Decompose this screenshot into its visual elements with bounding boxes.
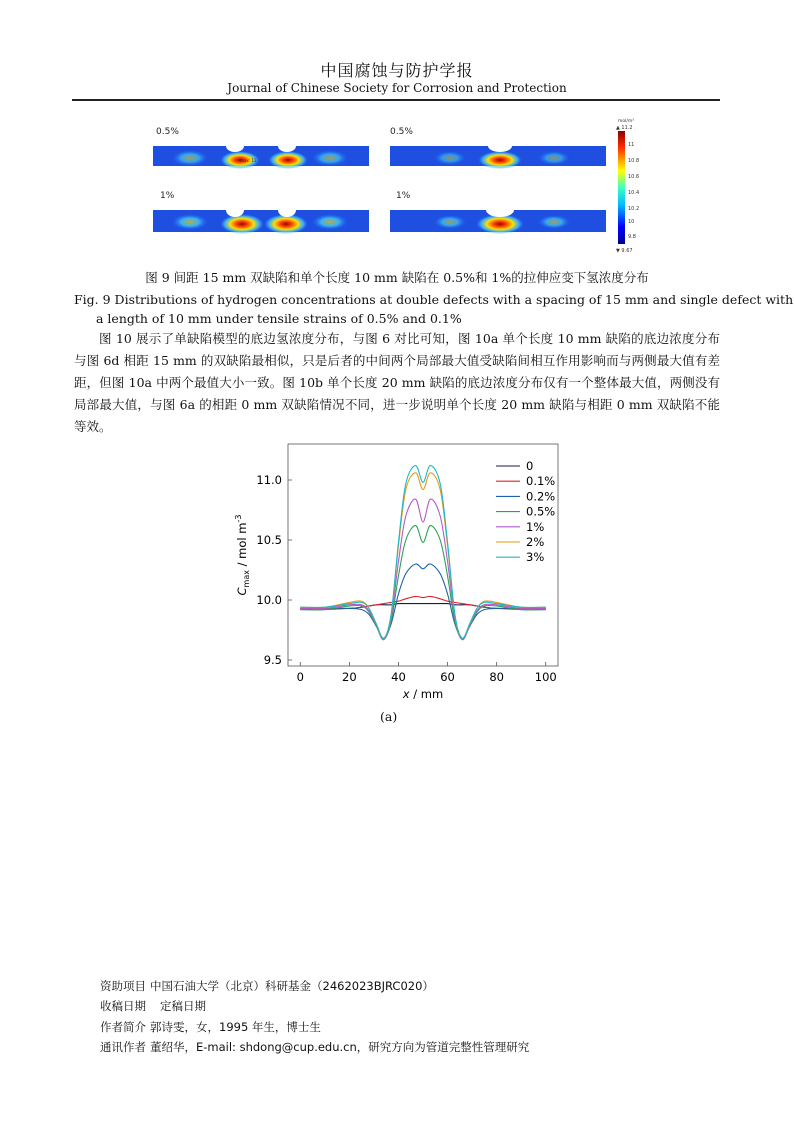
series-line-5	[300, 473, 545, 639]
x-tick-label: 80	[489, 670, 504, 684]
axes-frame	[288, 444, 558, 666]
footnote-funding	[100, 978, 434, 994]
footnote-dates	[100, 998, 206, 1014]
plot-layer	[300, 466, 545, 640]
figure-9-contour-maps	[150, 118, 650, 256]
contour-panel-single-1	[390, 210, 606, 234]
author-label: 作者简介	[100, 1020, 146, 1034]
panel-label-tl: 0.5%	[156, 127, 179, 137]
revised-label: 定稿日期	[160, 999, 206, 1013]
funding-label: 资助项目	[100, 979, 146, 993]
subfigure-label: (a)	[380, 709, 398, 724]
colorbar-tick: 10.8	[628, 158, 640, 164]
legend-entry: 0.2%	[526, 489, 556, 504]
legend-entry: 0.5%	[526, 504, 556, 519]
legend-entry: 1%	[526, 519, 545, 534]
panel-label-br: 1%	[396, 191, 411, 201]
tick-layer	[256, 473, 556, 684]
legend-entry: 0.1%	[526, 474, 556, 489]
colorbar-tick: 10.4	[628, 190, 640, 196]
series-line-3	[300, 526, 545, 640]
author-value: 郭诗雯，女，1995 年生，博士生	[150, 1020, 321, 1034]
max-marker: max: 11	[240, 158, 257, 163]
corresponding-label: 通讯作者	[100, 1040, 146, 1054]
series-line-6	[300, 466, 545, 639]
figure-10a-line-chart	[228, 438, 568, 706]
panel-label-tr: 0.5%	[390, 127, 413, 137]
figure-9-caption-en-line1: Fig. 9 Distributions of hydrogen concentrations at double defects with a spacing of 15 mm and single defect with	[74, 292, 794, 307]
colorbar-tick: 11	[628, 142, 635, 148]
colorbar-bottom-value: ▼ 9.67	[616, 248, 633, 254]
y-axis-label: $C_{max}$ / mol $m^{-3}$	[234, 514, 251, 596]
header-rule	[72, 99, 720, 101]
contour-panel-double-1	[153, 210, 369, 234]
colorbar-tick: 10.2	[628, 206, 640, 212]
x-tick-label: 100	[534, 670, 557, 684]
corresponding-value: 董绍华，E-mail: shdong@cup.edu.cn，研究方向为管道完整性管理研究	[150, 1040, 530, 1054]
journal-title-cn: 中国腐蚀与防护学报	[320, 61, 474, 80]
colorbar-top-value: ▲ 11.2	[616, 125, 633, 131]
footnote-author	[100, 1019, 321, 1035]
legend-entry: 3%	[526, 550, 545, 565]
series-line-2	[300, 564, 545, 638]
legend-entry: 0	[526, 459, 534, 473]
x-axis-label: x / mm	[402, 687, 444, 701]
x-tick-label: 0	[296, 670, 304, 684]
colorbar	[616, 118, 639, 254]
y-tick-label: 11.0	[256, 473, 282, 487]
x-tick-label: 60	[440, 670, 455, 684]
contour-panel-double-05	[153, 146, 369, 169]
funding-value: 中国石油大学（北京）科研基金（2462023BJRC020）	[150, 979, 434, 993]
footnote-corresponding	[100, 1039, 529, 1055]
colorbar-tick: 10	[628, 219, 635, 225]
colorbar-tick: 9.8	[628, 234, 636, 240]
received-label: 收稿日期	[100, 999, 146, 1013]
contour-panel-single-05	[390, 146, 606, 169]
legend	[496, 459, 555, 564]
y-tick-label: 9.5	[263, 653, 282, 667]
y-tick-label: 10.0	[256, 593, 282, 607]
panel-label-bl: 1%	[160, 191, 175, 201]
figure-9-caption-cn: 图 9 间距 15 mm 双缺陷和单个长度 10 mm 缺陷在 0.5%和 1%的拉伸应变下氢浓度分布	[145, 270, 649, 285]
journal-title-en: Journal of Chinese Society for Corrosion and Protection	[227, 81, 567, 95]
body-paragraph: 图 10 展示了单缺陷模型的底边氢浓度分布，与图 6 对比可知，图 10a 单个长度 10 mm 缺陷的底边浓度分布与图 6d 相距 15 mm 的双缺陷最相似，只是后者的中间两个局部最大值受缺陷间相互作用影响而与两侧最大值有差距，但图 10a 中两个最值大小一致。图 10b 单个长度 20 mm 缺陷的底边浓度分布仅有一个整体最大值，两侧没有局部最大值，与图 6a 的相距 0 mm 双缺陷情况不同，进一步说明单个长度 20 mm 缺陷与相距 0 mm 双缺陷不能等效。	[74, 331, 720, 434]
x-tick-label: 20	[342, 670, 357, 684]
y-tick-label: 10.5	[256, 533, 282, 547]
series-line-4	[300, 499, 545, 640]
legend-entry: 2%	[526, 535, 545, 549]
colorbar-unit: mol/m³	[618, 119, 635, 124]
colorbar-tick: 10.6	[628, 174, 640, 180]
figure-9-caption-en-line2: a length of 10 mm under tensile strains of 0.5% and 0.1%	[96, 311, 462, 326]
x-tick-label: 40	[391, 670, 406, 684]
